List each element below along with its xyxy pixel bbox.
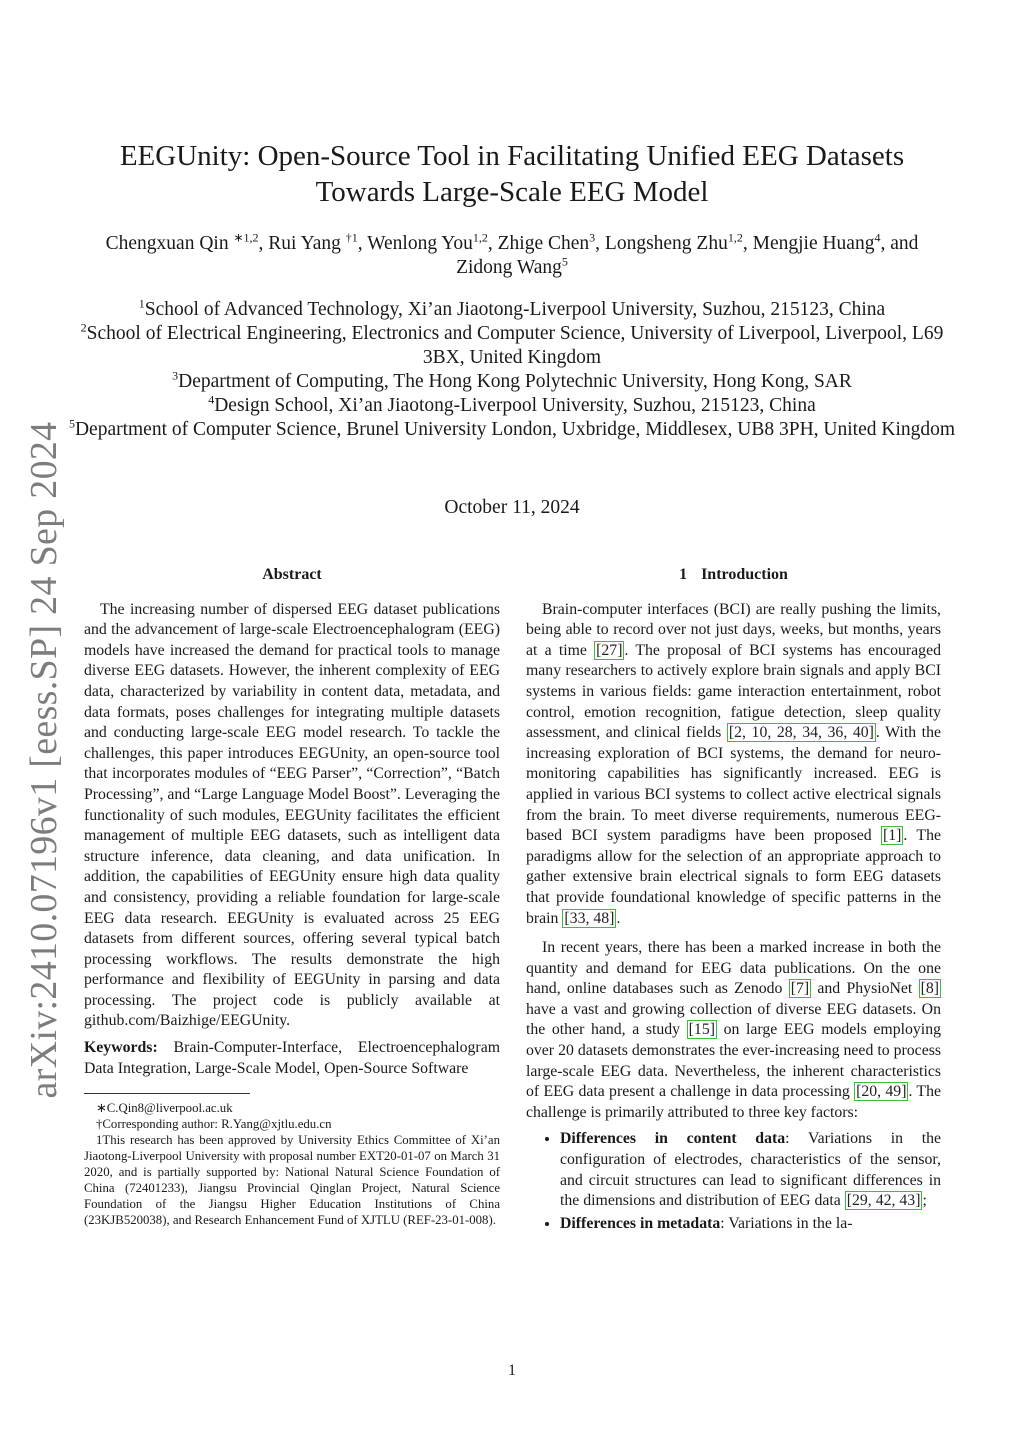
affiliation [60,418,964,442]
text-run: have a vast and growing collection of diverse EEG datasets. On the other hand, a study [526,1000,941,1039]
author-name: , Mengjie Huang [742,233,875,254]
text-run: . With the increasing exploration of BCI systems, the demand for neuro-monitoring capabilities has significantly increased. EEG is applied in various BCI systems to collect active electrical signals from the brain. To meet diverse requirements, numerous EEG-based BCI system paradigms have been proposed [526,724,941,845]
footnote-rule [84,1093,250,1094]
citation-link[interactable]: [27] [596,641,623,659]
affiliation-sup: 5 [68,416,75,431]
title-line-2: Towards Large-Scale EEG Model [315,176,709,208]
section-number: 1 [679,566,688,583]
author-name: , Zhige Chen [487,233,590,254]
intro-paragraph-1 [526,600,941,930]
author-name: Chengxuan Qin [105,233,234,254]
text-run: . The challenge is primarily attributed to three key factors: [526,1083,941,1121]
author-sup: 1,2 [472,230,488,245]
footnote: †Corresponding author: R.Yang@xjtlu.edu.cn [96,1117,332,1132]
keywords-text: Brain-Computer-Interface, Electroencephalogram Data Integration, Large-Scale Model, Open-Source Software [84,1039,500,1077]
affiliation-text: Design School, Xi’an Jiaotong-Liverpool University, Suzhou, 215123, China [214,395,816,416]
author-name: , Rui Yang [258,233,346,254]
affiliation [60,322,964,370]
citation-link[interactable]: [1] [882,827,902,845]
citation-link[interactable]: [20, 49] [856,1083,907,1101]
intro-paragraph-2 [526,938,941,1123]
footnote: 1This research has been approved by University Ethics Committee of Xi’an Jiaotong-Liverpool University with proposal number EXT20-01-07 on March 31 2020, and is partially supported by: National Natural Science Foundation of China (72401233), Jiangsu Provincial Qinglan Project, Natural Science Foundation of the Jiangsu Higher Education Institutions of China (23KJB520038), and Research Enhancement Fund of XJTLU (REF-23-01-008). [84,1133,500,1228]
list-item-title: Differences in metadata [560,1214,721,1232]
factor-list [526,1129,941,1234]
author-name: , and Zidong Wang [456,233,919,278]
author-sup: ∗1,2 [233,230,259,245]
affiliation-sup: 4 [208,392,215,407]
author-name: , Longsheng Zhu [595,233,728,254]
affiliation-text: School of Advanced Technology, Xi’an Jiaotong-Liverpool University, Suzhou, 215123, China [144,299,886,320]
author-sup: 4 [874,230,881,245]
left-column [84,565,500,1228]
list-item [560,1214,941,1235]
citation-link[interactable]: [7] [790,980,810,998]
text-run: In recent years, there has been a marked increase in both the quantity and demand for EEG data publications. On the one hand, online databases such as Zenodo [526,939,941,998]
text-run: . [616,909,621,927]
text-run: ; [922,1192,927,1210]
introduction-heading [526,565,941,586]
affiliation-list [60,298,964,442]
title-line-1: EEGUnity: Open-Source Tool in Facilitating Unified EEG Datasets [119,140,905,172]
right-column [526,565,941,1236]
keywords-label: Keywords: [84,1039,158,1057]
text-run: Brain-computer interfaces (BCI) are really pushing the limits, being able to record over not just days, weeks, but months, years at a time [526,600,941,659]
section-title: Introduction [701,566,788,583]
citation-link[interactable]: [15] [688,1021,715,1039]
abstract-body: The increasing number of dispersed EEG dataset publications and the advancement of large-scale Electroencephalogram (EEG) models have increased the demand for practical tools to manage diverse EEG datasets. However, the inherent complexity of EEG data, characterized by variability in content data, metadata, and data formats, poses challenges for integrating multiple datasets and conducting large-scale EEG model research. To tackle the challenges, this paper introduces EEGUnity, an open-source tool that incorporates modules of “EEG Parser”, “Correction”, “Batch Processing”, and “Large Language Model Boost”. Leveraging the functionality of such modules, EEGUnity facilitates the efficient management of multiple EEG datasets, such as intelligent data structure inference, data cleaning, and data unification. In addition, the capabilities of EEGUnity ensure high data quality and consistency, providing a reliable foundation for large-scale EEG data research. EEGUnity is evaluated across 25 EEG datasets from different sources, offering several typical batch processing workflows. The results demonstrate the high performance and flexibility of EEGUnity in parsing and data processing. The project code is publicly available at github.com/Baizhige/EEGUnity. [84,600,500,1030]
affiliation-sup: 1 [138,296,145,311]
list-item [560,1129,941,1211]
author-sup: 3 [589,230,596,245]
text-run: on large EEG models employing over 20 datasets demonstrates the ever-increasing need to process large-scale EEG data. Nevertheless, the inherent characteristics of EEG data present a challenge in data processing [526,1021,941,1101]
footnotes [84,1100,500,1228]
author-list [90,232,934,280]
citation-link[interactable]: [2, 10, 28, 34, 36, 40] [728,724,874,742]
author-sup: 1,2 [727,230,743,245]
keywords [84,1038,500,1079]
publication-date: October 11, 2024 [444,497,580,518]
text-run: . The paradigms allow for the selection of an appropriate approach to gather extensive brain electrical signals to form EEG datasets that provide foundational knowledge of specific patterns in the brain [526,827,941,927]
citation-link[interactable]: [33, 48] [564,909,615,927]
affiliation [60,298,964,322]
affiliation-text: School of Electrical Engineering, Electronics and Computer Science, University of Liverpool, Liverpool, L69 3BX, United Kingdom [86,323,944,368]
author-sup: 5 [561,254,568,269]
text-run: : Variations in the configuration of electrodes, characteristics of the sensor, and circuit structures can lead to significant differences in the dimensions and distribution of EEG data [560,1130,941,1210]
author-sup: †1 [345,230,358,245]
affiliation [60,394,964,418]
footnote: ∗C.Qin8@liverpool.ac.uk [96,1101,233,1116]
abstract-heading: Abstract [262,566,322,583]
affiliation-text: Department of Computer Science, Brunel University London, Uxbridge, Middlesex, UB8 3PH, United Kingdom [74,419,956,440]
affiliation-text: Department of Computing, The Hong Kong Polytechnic University, Hong Kong, SAR [178,371,852,392]
arxiv-identifier: arXiv:2410.07196v1 [eess.SP] 24 Sep 2024 [23,421,65,1099]
text-run: : Variations in the la- [720,1214,853,1232]
page-number: 1 [508,1362,516,1379]
citation-link[interactable]: [29, 42, 43] [846,1192,921,1210]
text-run: and PhysioNet [811,980,919,998]
affiliation-sup: 3 [172,368,179,383]
list-item-title: Differences in content data [560,1130,786,1148]
affiliation [60,370,964,394]
author-name: , Wenlong You [357,233,473,254]
affiliation-sup: 2 [80,320,87,335]
citation-link[interactable]: [8] [920,980,940,998]
paper-title [0,138,1024,210]
text-run: . The proposal of BCI systems has encouraged many researchers to actively explore brain signals and apply BCI systems in various fields: game interaction entertainment, robot control, emotion recognition, fatigue detection, sleep quality assessment, and clinical fields [526,641,941,742]
